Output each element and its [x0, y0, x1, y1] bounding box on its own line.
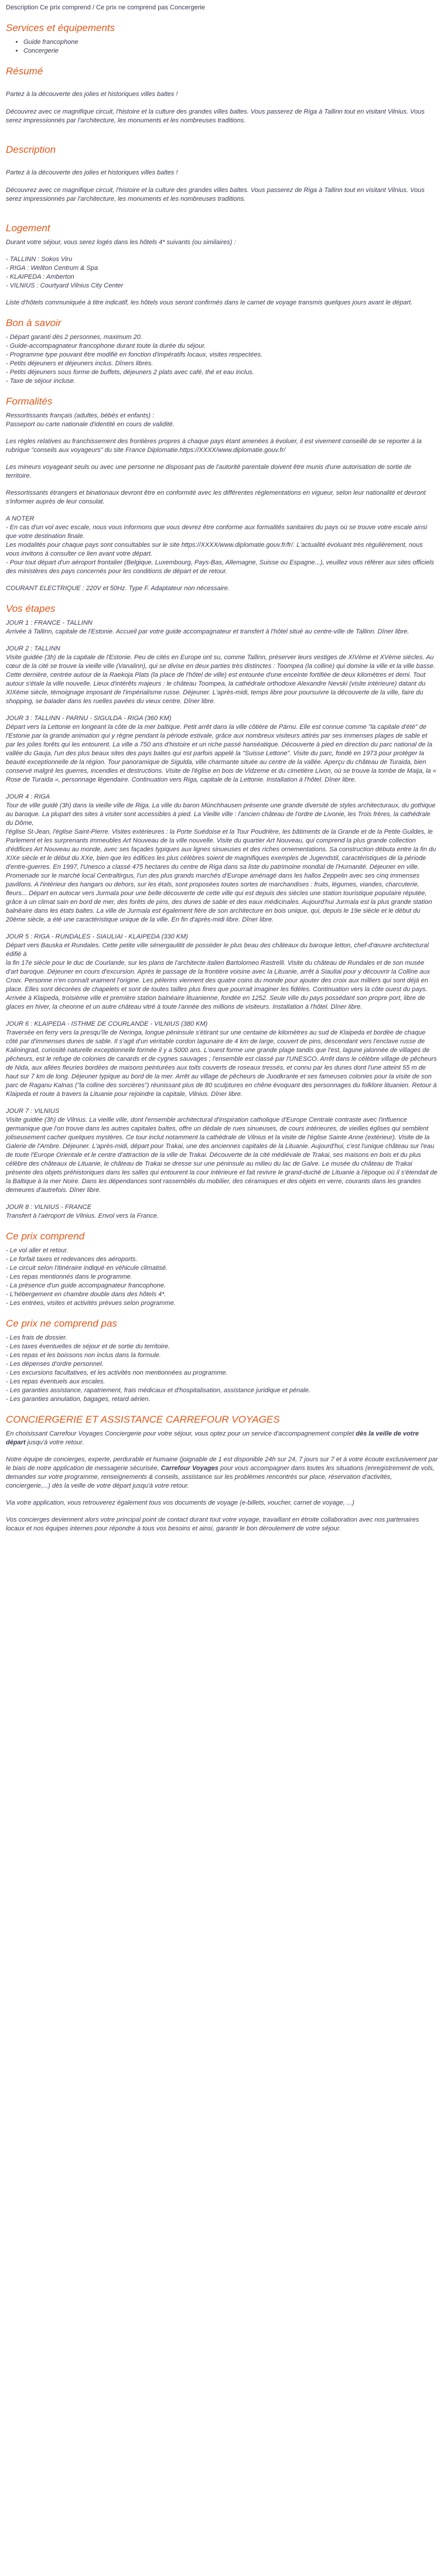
resume-title: Résumé	[6, 66, 43, 77]
day-body: Visite guidée (3h) de Vilnius. La vieille ville, dont l'ensemble architectural d'inspiration catholique d'Europe Centrale contraste avec l'influence germanique que l'on trouve dans les autres capitales baltes, offre un dédale de rues sinueuses, de cours intérieures, de vieilles églises qui semblent joliseusement cacher quelques mystères. Ce tour inclut notamment la cathédrale de Vilnius et la visite de l'église Sainte Anne (extérieur). Visite de la Galerie de l'Ambre. Déjeuner. L'après-midi, départ pour Trakai, une des anciennes capitales de la Lituanie. Aujourd'hui, c'est l'unique château sur l'eau de toute l'Europe Orientale et le centre d'attraction de la ville de Trakai. Découverte de la cité médiévale de Trakai, ses maisons en bois et du plus célèbre des châteaux de Lituanie, le château de Trakai se dresse sur une péninsule au milieu du lac de Galve. Le musée du château de Trakai présente des objets préhistoriques dans les salles qui entourent la cour intérieure et fait revivre le grand-duché de Lituanie à l'époque où il s'étendait de la Baltique à la mer Noire. Dans les dépendances sont rassemblés du mobilier, des céramiques et des objets en verre, courants dans les grandes demeures d'autrefois. Dîner libre.	[6, 1116, 438, 1194]
top-breadcrumb: Description Ce prix comprend / Ce prix ne comprend pas Concergerie	[6, 4, 205, 11]
formalites-title: Formalités	[6, 396, 53, 407]
prix-ne-comprend-pas-line: - Les repas éventuels aux escales.	[6, 1378, 105, 1385]
conciergerie-paragraph	[6, 1455, 438, 1491]
day-title: JOUR 8 : VILNIUS - FRANCE	[6, 1204, 92, 1211]
prix-ne-comprend-pas-line: - Les garanties annulation, bagages, retard aérien.	[6, 1396, 151, 1403]
services-item: • Concergerie	[23, 47, 438, 56]
description-line: Découvrez avec ce magnifique circuit, l'histoire et la culture des grandes villes baltes. Vous passerez de Riga à Tallinn tout en visitant Vilnius. Vous serez impressionnés par l'architecture, les monuments et les nombreuses traditions.	[6, 187, 425, 203]
prix-ne-comprend-pas-line: - Les frais de dossier.	[6, 1334, 67, 1341]
logement-title: Logement	[6, 222, 50, 234]
prix-comprend-title: Ce prix comprend	[6, 1231, 85, 1242]
day-title: JOUR 1 : FRANCE - TALLINN	[6, 619, 93, 626]
resume-line: Découvrez avec ce magnifique circuit, l'histoire et la culture des grandes villes baltes. Vous passerez de Riga à Tallinn tout en visitant Vilnius. Vous serez impressionnés par l'architecture, les monuments et les nombreuses traditions.	[6, 108, 425, 124]
day-title: JOUR 4 : RIGA	[6, 793, 50, 800]
formalites-paragraph: A NOTER - En cas d'un vol avec escale, nous vous informons que vous devrez être conforme aux formalités sanitaires du pays où se trouve votre escale ainsi que votre destination finale. Les modalités pour chaque pays sont consultables sur le site https://XXXX/www.diplomatie.gouv.fr/fr/. L'actualité évoluant très régulièrement, nous vous invitons à consulter ce lien avant votre départ. - Pour tout départ d'un aéroport frontalier (Belgique, Luxembourg, Pays-Bas, Allemagne, Suisse ou Espagne...), veuillez vous référer aux sites officiels des ministères des pays concernés pour les conditions de départ et de retour.	[6, 515, 435, 575]
conciergerie-text: En choisissant Carrefour Voyages Conciergerie pour votre séjour, vous optez pour un service d'accompagnement complet	[6, 1430, 356, 1437]
prix-ne-comprend-pas-line: - Les garanties assistance, rapatriement, frais médicaux et d'hospitalisation, assistance juridique et pénale.	[6, 1387, 310, 1394]
conciergerie-brand: Carrefour Voyages	[160, 1465, 218, 1472]
formalites-paragraph: COURANT ELECTRIQUE : 220V et 50Hz. Type F. Adaptateur non nécessaire.	[6, 585, 230, 592]
bon-a-savoir-line: - Programme type pouvant être modifié en fonction d'impératifs locaux, visites respectées.	[6, 351, 263, 358]
prix-comprend-line: - Le vol aller et retour.	[6, 1247, 69, 1254]
services-title: Services et équipements	[6, 22, 115, 33]
conciergerie-highlight: dès la veille de votre départ	[6, 1430, 419, 1446]
day-body: Transfert à l'aéroport de Vilnius. Envol vers la France.	[6, 1212, 159, 1220]
prix-comprend-line: - Les repas mentionnés dans le programme.	[6, 1273, 132, 1280]
etapes-title: Vos étapes	[6, 603, 56, 614]
prix-ne-comprend-pas-line: - Les taxes éventuelles de séjour et de sortie du territoire.	[6, 1343, 170, 1350]
day-title: JOUR 6 : KLAIPEDA - ISTHME DE COURLANDE - VILNIUS (380 KM)	[6, 1020, 208, 1027]
prix-comprend-line: - Le forfait taxes et redevances des aéroports.	[6, 1256, 138, 1263]
services-item: • Guide francophone	[23, 38, 438, 47]
logement-intro: Durant votre séjour, vous serez logés dans les hôtels 4* suivants (ou similaires) :	[6, 239, 236, 246]
day-body: Départ vers Bauska et Rundales. Cette petite ville sénergaulitit de posséder le plus beau des châteaux du baroque letton, chef-d'œuvre architectural édifié à la fin 17e siècle pour le duc de Courlande, sur les plans de l'architecte italien Bartolomeo Rastrelli. Visite du château de Rundales et de son musée d'art baroque. Déjeuner en cours d'excursion. Après le passage de la frontière voisine avec la Lituanie, arrêt à Siauliai pour y découvrir la Colline aux Croix. Personne n'en connaît vraiment l'origine. Les pèlerins viennent des quatre coins du monde pour ajouter des croix aux milliers qui sont déjà en place. Elles sont décorées de chapelets et sont de toutes tailles plus fines que pourrait imaginer les fidèles. Continuation vers la côte ouest du pays. Arrivée à Klaipeda, troisième ville et première station balnéaire lituanienne, fondée en 1252. Seule ville du pays possédant son propre port, libre de glaces en hiver, la cheonne et un autre château vitré à toute l'année des millions de visiteurs. Installation à l'hôtel. Dîner libre.	[6, 942, 431, 1010]
formalites-paragraph: Les règles relatives au franchissement des frontières propres à chaque pays étant amenées à évoluer, il est vivement conseillé de se reporter à la rubrique "conseils aux voyageurs" du site France Diplomatie.https://XXXX/www.diplomatie.gouv.fr/	[6, 438, 422, 454]
conciergerie-text: jusqu'à votre retour.	[25, 1439, 84, 1446]
day-title: JOUR 3 : TALLINN - PARNU - SIGULDA - RIGA (360 KM)	[6, 715, 172, 722]
resume-body	[6, 81, 438, 134]
bon-a-savoir-line: - Petits déjeuners et déjeuners inclus. Dîners libres.	[6, 360, 153, 367]
prix-comprend-line: - Le circuit selon l'itinéraire indiqué en véhicule climatisé.	[6, 1265, 168, 1272]
day-title: JOUR 5 : RIGA - RUNDALES - SIAULIAI - KLAIPEDA (330 KM)	[6, 933, 188, 940]
day-body: Départ vers la Lettonie en longeant la côte de la mer baltique. Petit arrêt dans la ville côtière de Pärnu. Elle est connue comme "la capitale d'été" de l'Estonie par la grande animation qui y règne pendant la période estivale, grâce aux nombreux visiteurs attirés par ses immenses plages de sable et par les jolies forêts qui les entourent. La ville a 750 ans d'histoire et un riche passé hanséatique. Découverte à pied en direction du parc national de la vallée du Gauja, l'un des plus beaux sites des pays baltes qui est parfois appelé la "Suisse Lettone". Visite du parc, fondé en 1973 pour protéger la beauté exceptionnelle de la région. Tour panoramique de Sigulda, ville charmante située au centre de la vallée. Aperçu du château de Turaida, bien conservé malgré les guerres, incendies et destructions. Visite de l'église en bois de Vidzeme et du cimetière Livon, où se trouve la tombe de Maija, la « Rose de Turaida », personnage légendaire. Continuation vers Riga, capitale de la Lettonie. Installation à l'hôtel. Dîner libre.	[6, 724, 436, 783]
day-body: Arrivée à Tallinn, capitale de l'Estonie. Accueil par votre guide accompagnateur et transfert à l'hôtel situé au centre-ville de Tallinn. Dîner libre.	[6, 628, 409, 635]
conciergerie-text: Notre équipe de concierges, experte, perdurable et humaine (joignable de 1 est disponible 24h sur 24, 7 jours sur 7 et à votre écoute exclusivement par le biais de notre application de messagerie sécurisée,	[6, 1456, 438, 1472]
prix-comprend-line: - La présence d'un guide accompagnateur francophone.	[6, 1282, 166, 1289]
description-body	[6, 160, 438, 213]
conciergerie-paragraph	[6, 1430, 438, 1447]
day-title: JOUR 2 : TALLINN	[6, 645, 60, 652]
conciergerie-paragraph: Via votre application, vous retrouverez également tous vos documents de voyage (e-billets, voucher, carnet de voyage, ...)	[6, 1499, 354, 1506]
day-title: JOUR 7 : VILNIUS	[6, 1108, 60, 1115]
prix-ne-comprend-pas-line: - Les dépenses d'ordre personnel.	[6, 1361, 104, 1368]
bon-a-savoir-line: - Départ garanti dès 2 personnes, maximum 20.	[6, 334, 142, 341]
services-list	[6, 38, 438, 56]
conciergerie-title: CONCIERGERIE ET ASSISTANCE CARREFOUR VOYAGES	[6, 1414, 280, 1425]
hotel-line: - KLAIPEDA : Amberton	[6, 273, 74, 280]
bon-a-savoir-line: - Taxe de séjour incluse.	[6, 378, 76, 385]
bon-a-savoir-title: Bon à savoir	[6, 317, 62, 328]
hotel-line: - VILNIUS : Courtyard Vilnius City Center	[6, 282, 124, 289]
formalites-paragraph: Ressortissants étrangers et binationaux devront être en conformité avec les différentes réglementations en vigueur, selon leur nationalité et devront s'informer auprès de leur consulat.	[6, 489, 426, 505]
prix-ne-comprend-pas-line: - Les repas et les boissons non inclus dans la formule.	[6, 1352, 161, 1359]
bon-a-savoir-line: - Petits déjeuners sous forme de buffets, déjeuners 2 plats avec café, thé et eau inclus.	[6, 369, 254, 376]
formalites-paragraph: Ressortissants français (adultes, bébés et enfants) : Passeport ou carte nationale d'identité en cours de validité.	[6, 412, 175, 428]
prix-ne-comprend-pas-line: - Les excursions facultatives, et les activités non mentionnées au programme.	[6, 1369, 228, 1376]
conciergerie-text: pour vous accompagner dans toutes les situations (enregistrement de vols, demandes sur votre programme, renseignements & conseils, assistance sur les problèmes rencontrés sur place, réservation d'activités, conciergerie,...) dès la veille de votre départ jusqu'à votre retour.	[6, 1465, 435, 1489]
description-title: Description	[6, 144, 56, 155]
prix-comprend-line: - Les entrées, visites et activités prévues selon programme.	[6, 1300, 176, 1307]
bon-a-savoir-line: - Guide-accompagnateur francophone durant toute la durée du séjour.	[6, 342, 206, 350]
prix-comprend-line: - L'hébergement en chambre double dans des hôtels 4*.	[6, 1291, 166, 1298]
resume-line: Partez à la découverte des jolies et historiques villes baltes !	[6, 91, 178, 98]
day-body: Visite guidée (3h) de la capitale de l'Estonie. Peu de cités en Europe ont su, comme Tallinn, préserver leurs vestiges de XIVème et XVème siècles. Au cœur de la cité se trouve la vieille ville (Vanalinn), qui se divise en deux parties très distinctes : Toompea (la colline) qui domine la ville et la ville basse. Cette dernière, centrée autour de la Raekoja Plats (la place de l'hôtel de ville) est entourée d'une enceinte fortifiée de deux kilomètres et demi. Tout autour s'étale la ville nouvelle. Lieux d'intérêts majeurs : le château Toompea, la cathédrale orthodoxe Alexandre Nevski (visite intérieure) datant du XIXème siècle, témoignage imposant de l'impérialisme russe. Déjeuner. L'après-midi, temps libre pour poursuivre la découverte de la ville, faire du shopping, se balader dans les ruelles pavées du vieux centre. Dîner libre.	[6, 654, 435, 705]
formalites-paragraph: Les mineurs voyageant seuls ou avec une personne ne disposant pas de l'autorité parentale doivent être munis d'une autorisation de sortie de territoire.	[6, 464, 412, 479]
prix-ne-comprend-pas-title: Ce prix ne comprend pas	[6, 1318, 117, 1329]
hotel-line: - RIGA : Wellton Centrum & Spa	[6, 265, 98, 272]
logement-note: Liste d'hôtels communiquée à titre indicatif, les hôtels vous seront confirmés dans le carnet de voyage transmis quelques jours avant le départ.	[6, 299, 413, 306]
description-line: Partez à la découverte des jolies et historiques villes baltes !	[6, 169, 178, 176]
hotel-line: - TALLINN : Sokos Viru	[6, 256, 73, 263]
day-body: Tour de ville guidé (3h) dans la vieille ville de Riga. La ville du baron Münchhausen présente une grande diversité de styles architecturaux, du gothique au baroque. La plupart des sites à visiter sont accessibles à pied. La Vieille ville : l'ancien château de l'ordre de Livonie, les Trois frères, la cathédrale du Dôme, l'église St-Jean, l'église Saint-Pierre. Visites extérieures : la Porte Suédoise et la Tour Poudrière, les bâtiments de la Grande et de la Petite Guildes, le Parlement et les surprenants immeubles Art Nouveau de la ville nouvelle. Visite du quartier Art Nouveau, qui comprend la plus grande collection d'édifices Art Nouveau au monde, avec ses façades typiques aux lignes sinueuses et des riches ornementations. Sa construction débuta entre la fin du XIXe siècle et le début du XXe, bien que les édifices les plus célèbres soient de magnifiques exemples de Jugendstil, caractéristiques de la période d'entre-guerres. En 1997, l'Unesco a classé 475 hectares du centre de Riga dans sa liste du patrimoine mondial de l'Humanité. Déjeuner en ville. Promenade sur le marché local Centraltirgus, l'un des plus grands marchés d'Europe aménagé dans les hallos Zeppelin avec ses cinq immenses pavillons. A l'intérieur des hangars ou dehors, sur les étals, sont proposées toutes sortes de marchandises : fruits, légumes, viandes, charcuterie, fleurs... Départ en autocar vers Jurmala pour une belle découverte de cette ville qui est depuis des siècles une station touristique populaire réputée, grâce à un climat sain en bord de mer, des forêts de pins, des dunes de sable et des eaux médicinales. Aujourd'hui Jurmala est la plus grande station balnéaire dans les états baltes. La ville de Jurmala est également fière de son architecture en bois unique, qui, depuis le 19e siècle et le début du 20ème siècle, a été une caractéristique unique de la ville. En fin d'après-midi libre. Dîner libre.	[6, 802, 436, 923]
day-body: Traversée en ferry vers la presqu'île de Neringa, longue péninsule s'étirant sur une centaine de kilomètres au sud de Klaipeda et bordée de chaque côté par d'immenses dunes de sable. Il s'agit d'un véritable cordon lagunaire de 4 km de large, couvert de pins, descendant vers l'enclave russe de Kaliningrad, curiosité naturelle exceptionnelle formée il y a 5000 ans. L'ouest forme une grande plage tandis que l'est, lagune jalonnée de villages de pêcheurs, est le refuge de colonies de canards et de cygnes sauvages ; l'ensemble est classé par l'UNESCO. Arrêt dans le célèbre village de pêcheurs de Nida, aux allées fleuries bordées de maisons peinturées aux toits couverts de roseaux tressés, et connu par les dunes dont l'une atteint 55 m de haut sur 7 km de long. Déjeuner typique au bord de la mer. Arrêt au village de pêcheurs de Juodkrante et ses fameuses colonies pour la visite de son parc de Raganu Kalnas ("la colline des sorcières") réunissant plus de 80 sculptures en chêne évoquant des personnages du folklore lituanien. Retour à Klaipeda et route à travers la Lituanie pour rejoindre la capitale, Vilnius. Dîner libre.	[6, 1029, 437, 1098]
conciergerie-paragraph: Vos concierges deviennent alors votre principal point de contact durant tout votre voyage, travaillant en étroite collaboration avec nos partenaires locaux et nos équipes internes pour répondre à tous vos besoins et ainsi, garantir le bon déroulement de votre séjour.	[6, 1516, 419, 1532]
